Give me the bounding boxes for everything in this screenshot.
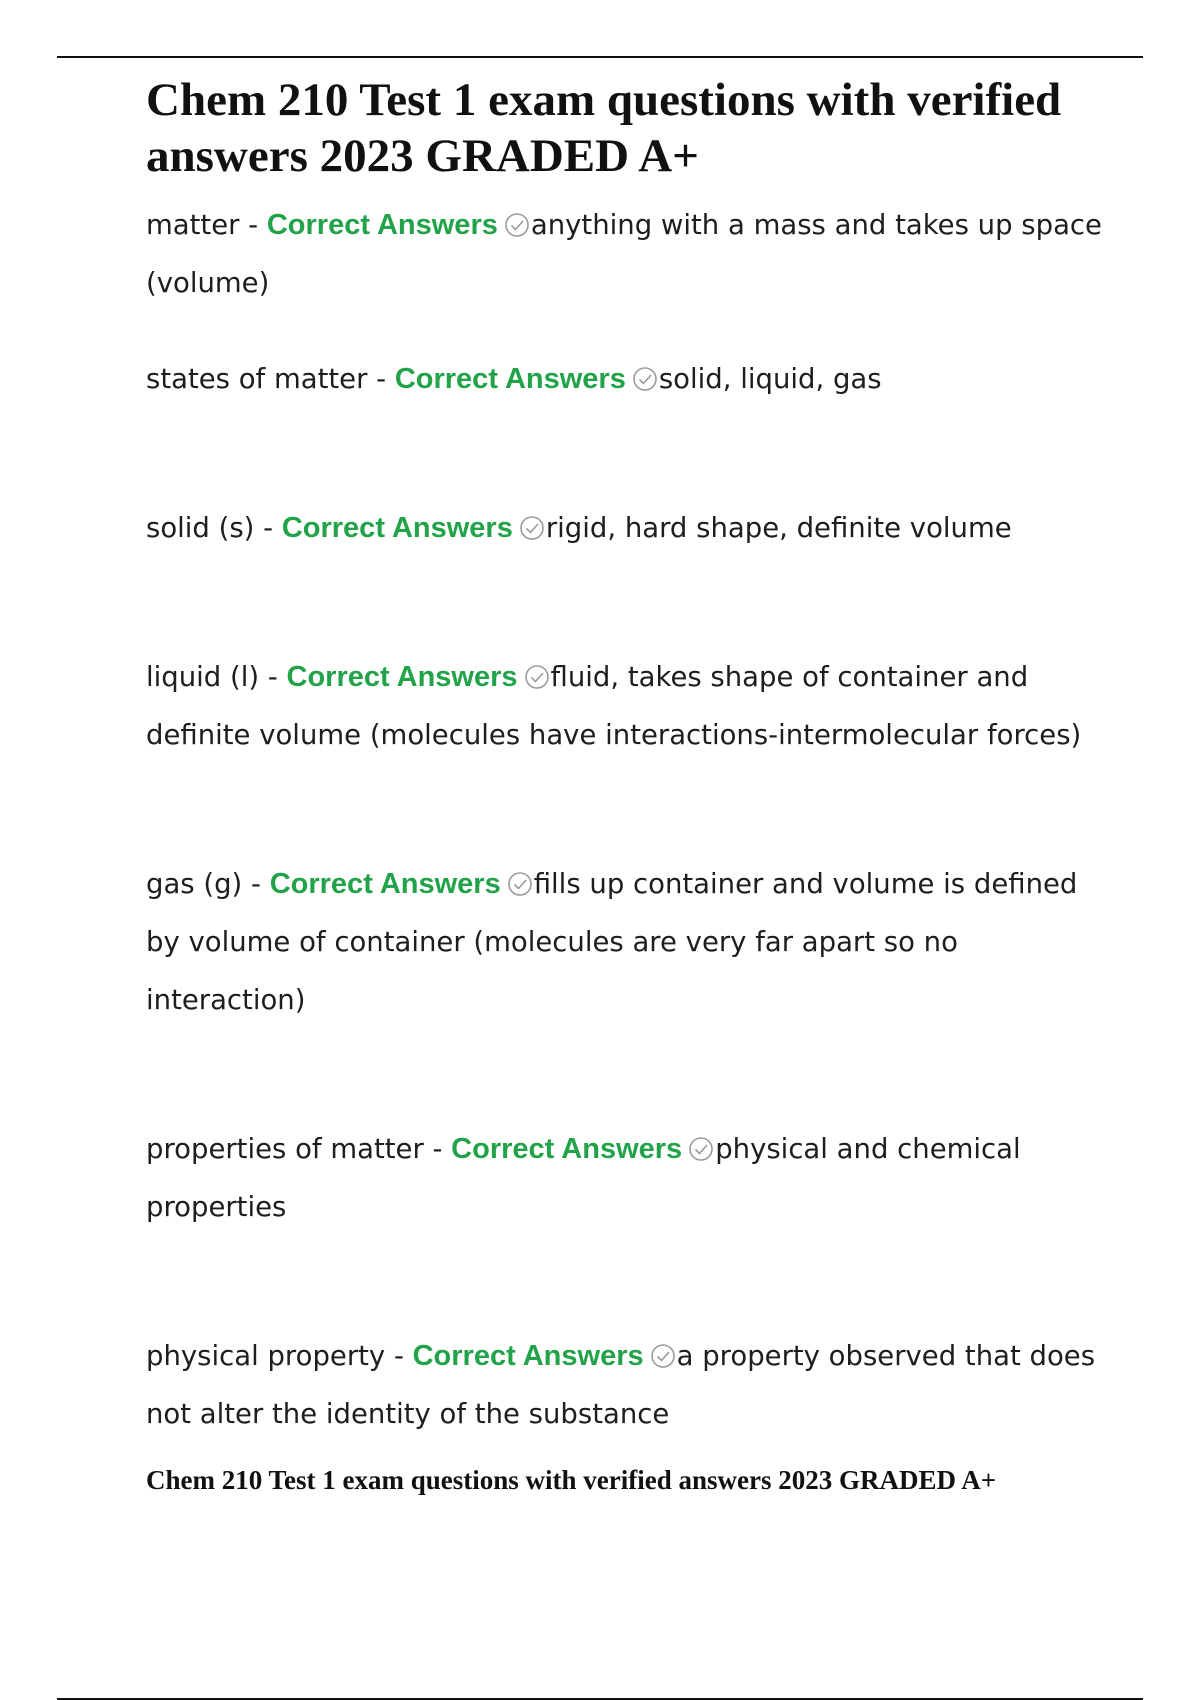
qa-answer: anything with a mass and takes up space (volume) <box>146 209 1102 299</box>
check-circle-icon <box>507 871 533 897</box>
check-circle-icon <box>650 1343 676 1369</box>
qa-answer: solid, liquid, gas <box>658 363 882 395</box>
qa-term: properties of matter <box>146 1133 424 1165</box>
qa-item-states-of-matter <box>146 350 1106 408</box>
check-circle-icon <box>519 515 545 541</box>
qa-term: physical property <box>146 1340 386 1372</box>
qa-term: matter <box>146 209 240 241</box>
qa-item-properties-of-matter <box>146 1120 1106 1236</box>
check-circle-icon <box>688 1136 714 1162</box>
running-footer-title: Chem 210 Test 1 exam questions with verified answers 2023 GRADED A+ <box>146 1465 997 1495</box>
qa-separator: - <box>367 363 395 395</box>
qa-separator: - <box>385 1340 413 1372</box>
correct-answers-label: Correct Answers <box>269 868 501 900</box>
page-title: Chem 210 Test 1 exam questions with verified answers 2023 GRADED A+ <box>146 74 1062 182</box>
qa-separator: - <box>239 209 267 241</box>
qa-term: gas (g) <box>146 868 243 900</box>
qa-separator: - <box>423 1133 452 1165</box>
qa-separator: - <box>242 868 270 900</box>
qa-item-matter <box>146 196 1106 312</box>
top-rule <box>57 56 1143 58</box>
correct-answers-label: Correct Answers <box>412 1340 644 1372</box>
qa-answer: fluid, takes shape of container and definite volume (molecules have interactions-intermolecular forces) <box>146 661 1082 751</box>
check-circle-icon <box>524 664 550 690</box>
qa-item-liquid <box>146 648 1106 764</box>
correct-answers-label: Correct Answers <box>286 661 518 693</box>
qa-item-gas <box>146 855 1106 1029</box>
check-circle-icon <box>632 366 658 392</box>
correct-answers-label: Correct Answers <box>394 363 626 395</box>
qa-answer: fills up container and volume is defined by volume of container (molecules are very far apart so no interaction) <box>146 868 1078 1016</box>
qa-term: liquid (l) <box>146 661 260 693</box>
qa-answer: rigid, hard shape, definite volume <box>545 512 1012 544</box>
qa-item-solid <box>146 499 1106 557</box>
document-body <box>146 72 1106 1443</box>
qa-separator: - <box>259 661 287 693</box>
check-circle-icon <box>504 212 530 238</box>
correct-answers-label: Correct Answers <box>266 209 498 241</box>
qa-answer: a property observed that does not alter the identity of the substance <box>146 1340 1096 1430</box>
qa-term: states of matter <box>146 363 368 395</box>
qa-separator: - <box>254 512 282 544</box>
qa-term: solid (s) <box>146 512 255 544</box>
correct-answers-label: Correct Answers <box>281 512 513 544</box>
qa-item-physical-property <box>146 1327 1106 1443</box>
qa-answer: physical and chemical properties <box>146 1133 1021 1223</box>
correct-answers-label: Correct Answers <box>451 1133 683 1165</box>
